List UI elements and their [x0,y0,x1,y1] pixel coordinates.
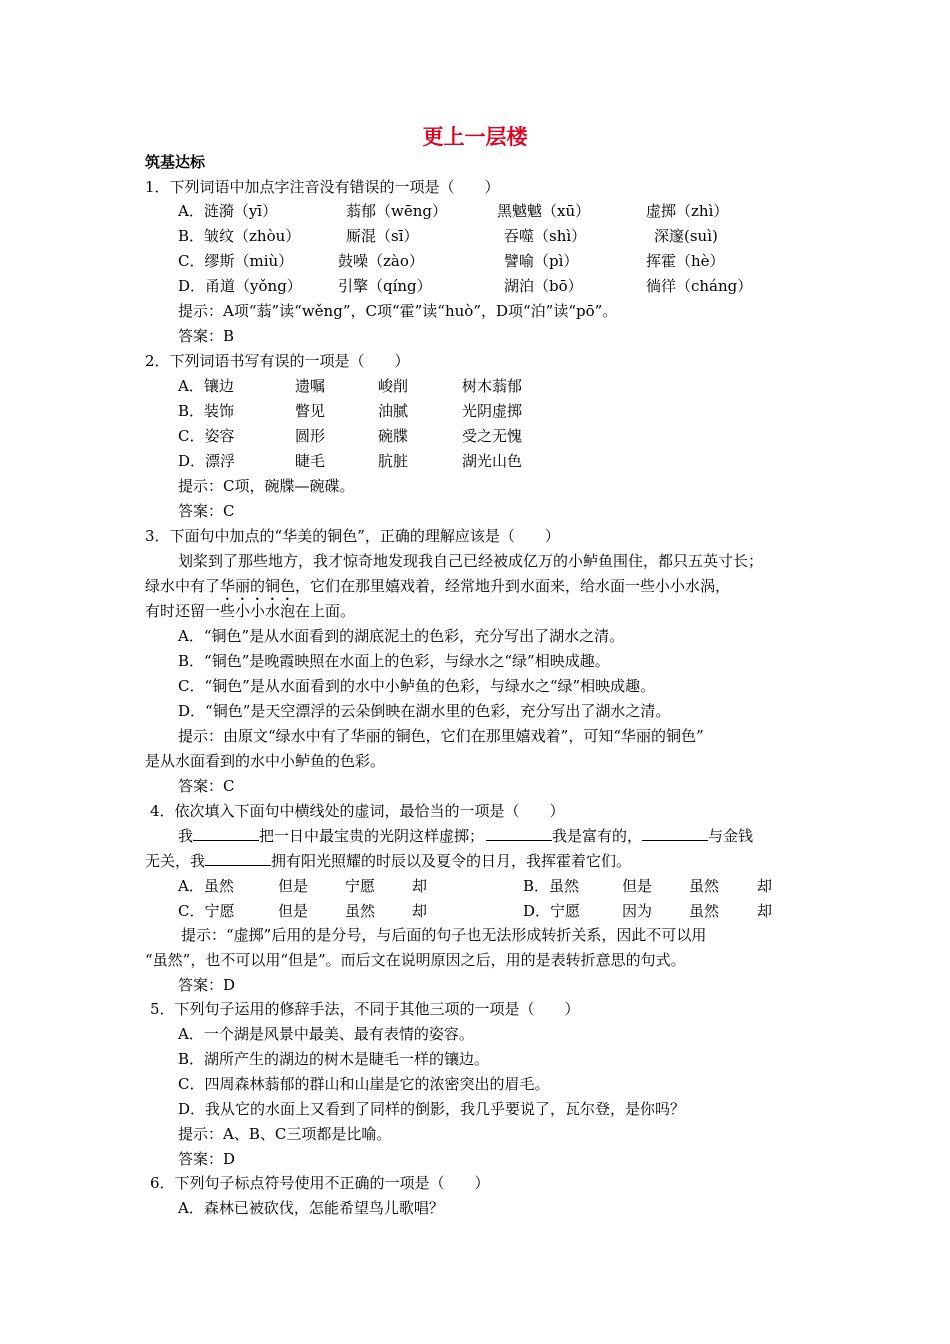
q4-cell: C．宁愿 [178,902,235,920]
q4-blank [642,826,708,841]
q4-cell: 但是 [278,902,309,920]
q4-hint: 提示：“虚掷”后用的是分号，与后面的句子也无法形成转折关系，因此不可以用 [181,926,707,944]
q1-cell: 引擎（qíng） [338,277,432,295]
q2-hint: 提示：C项，碗牒—碗碟。 [178,477,355,495]
q4-sentence-line [145,851,631,871]
q1-cell: 厮混（sī） [346,227,419,245]
q4-cell: 却 [757,877,773,895]
q3-option: A．“铜色”是从水面看到的湖底泥土的色彩，充分写出了湖水之清。 [178,627,625,645]
q1-stem: 1．下列词语中加点字注音没有错误的一项是（ ） [145,178,500,196]
q4-text: 把一日中最宝贵的光阴这样虚掷； [259,827,485,845]
q4-cell: 虽然 [689,877,720,895]
q3-hint: 是从水面看到的水中小鲈鱼的色彩。 [145,752,386,770]
q4-blank [205,851,271,866]
q4-text: 无关，我 [145,852,206,870]
q1-cell: D．甬道（yǒng） [178,277,302,295]
q2-cell: 湖光山色 [462,452,523,470]
q2-cell: D．漂浮 [178,452,236,470]
q4-cell: 却 [412,877,428,895]
q6-stem: 6．下列句子标点符号使用不正确的一项是（ ） [150,1174,490,1192]
page-title: 更上一层楼 [422,124,528,149]
q4-cell: B．虽然 [523,877,580,895]
q1-cell: A．涟漪（yī） [178,202,278,220]
q3-hint: 提示：由原文“绿水中有了华丽的铜色，它们在那里嬉戏着”，可知“华丽的铜色” [178,727,704,745]
q3-dotted-phrase: 华丽的铜色 [220,577,296,595]
q2-answer: 答案：C [178,502,235,520]
q2-cell: 肮脏 [378,452,409,470]
q2-cell: 睫毛 [295,452,326,470]
q3-passage-line [145,576,730,604]
q5-option: C．四周森林蓊郁的群山和山崖是它的浓密突出的眉毛。 [178,1075,550,1093]
q3-passage-text: 绿水中有了 [145,577,221,595]
q2-cell: 光阴虚掷 [462,402,523,420]
q1-answer: 答案：B [178,327,235,345]
q4-blank [486,826,552,841]
q1-cell: 蓊郁（wēng） [346,202,447,220]
q4-text: 我 [178,827,194,845]
q4-cell: 宁愿 [345,877,376,895]
q2-cell: C．姿容 [178,427,235,445]
q1-cell: 吞噬（shì） [504,227,587,245]
q1-cell: B．皱纹（zhòu） [178,227,301,245]
q3-option: D．“铜色”是天空漂浮的云朵倒映在湖水里的色彩，充分写出了湖水之清。 [178,702,671,720]
q2-cell: 树木蓊郁 [462,377,523,395]
q4-cell: 因为 [622,902,653,920]
q2-cell: 峻削 [378,377,409,395]
q2-cell: 受之无愧 [462,427,523,445]
q1-cell: 徜徉（cháng） [646,277,753,295]
q4-stem: 4．依次填入下面句中横线处的虚词，最恰当的一项是（ ） [150,802,565,820]
q2-cell: 圆形 [295,427,326,445]
section-heading: 筑基达标 [145,153,206,171]
q4-blank [193,826,259,841]
q1-cell: 深邃(suì) [654,227,718,245]
q2-cell: 遗嘱 [295,377,326,395]
q5-hint: 提示：A、B、C三项都是比喻。 [178,1125,392,1143]
q4-hint: “虽然”，也不可以用“但是”。而后文在说明原因之后，用的是表转折意思的句式。 [145,951,686,969]
q4-cell: 却 [757,902,773,920]
q2-stem: 2．下列词语书写有误的一项是（ ） [145,352,410,370]
q6-option: A．森林已被砍伐，怎能希望鸟儿歌唱？ [178,1199,444,1217]
q4-sentence-line [178,826,753,846]
q4-text: 与金钱 [708,827,754,845]
q5-stem: 5．下列句子运用的修辞手法，不同于其他三项的一项是（ ） [150,1000,580,1018]
q5-option: A．一个湖是风景中最美、最有表情的姿容。 [178,1025,474,1043]
q4-cell: 却 [412,902,428,920]
q3-passage-line: 划桨到了那些地方，我才惊奇地发现我自己已经被成亿万的小鲈鱼围住，都只五英寸长； [178,552,764,570]
q1-cell: 湖泊（bō） [504,277,583,295]
q3-passage-line: 有时还留一些小小水泡在上面。 [145,602,356,620]
q4-text: 拥有阳光照耀的时辰以及夏令的日月，我挥霍着它们。 [271,852,632,870]
q4-cell: 但是 [278,877,309,895]
q4-cell: D．宁愿 [523,902,581,920]
q3-option: B．“铜色”是晚霞映照在水面上的色彩，与绿水之“绿”相映成趣。 [178,652,610,670]
q4-text: 我是富有的， [552,827,643,845]
q2-cell: A．镶边 [178,377,234,395]
q5-option: B．湖所产生的湖边的树木是睫毛一样的镶边。 [178,1050,490,1068]
q4-cell: 虽然 [689,902,720,920]
q4-answer: 答案：D [178,976,236,994]
q1-cell: 譬喻（pì） [504,252,579,270]
q1-cell: 黑魆魆（xū） [497,202,591,220]
q5-option: D．我从它的水面上又看到了同样的倒影，我几乎要说了，瓦尔登，是你吗？ [178,1100,686,1118]
q3-answer: 答案：C [178,777,235,795]
q1-cell: 虚掷（zhì） [646,202,729,220]
q5-answer: 答案：D [178,1150,236,1168]
q2-cell: 瞥见 [295,402,326,420]
q3-option: C．“铜色”是从水面看到的水中小鲈鱼的色彩，与绿水之“绿”相映成趣。 [178,677,656,695]
q4-cell: A．虽然 [178,877,234,895]
q1-hint: 提示：A项“蓊”读“wěng”，C项“霍”读“huò”，D项“泊”读“pō”。 [178,302,618,320]
q2-cell: 油腻 [378,402,409,420]
q2-cell: 碗牒 [378,427,409,445]
q3-passage-text: ，它们在那里嬉戏着，经常地升到水面来，给水面一些小小水涡， [295,577,731,595]
q4-cell: 但是 [622,877,653,895]
q3-stem: 3．下面句中加点的“华美的铜色”，正确的理解应该是（ ） [145,527,560,545]
q2-cell: B．装饰 [178,402,235,420]
q1-cell: 鼓噪（zào） [338,252,424,270]
q1-cell: 挥霍（hè） [646,252,725,270]
q1-cell: C．缪斯（miù） [178,252,294,270]
q4-cell: 虽然 [345,902,376,920]
